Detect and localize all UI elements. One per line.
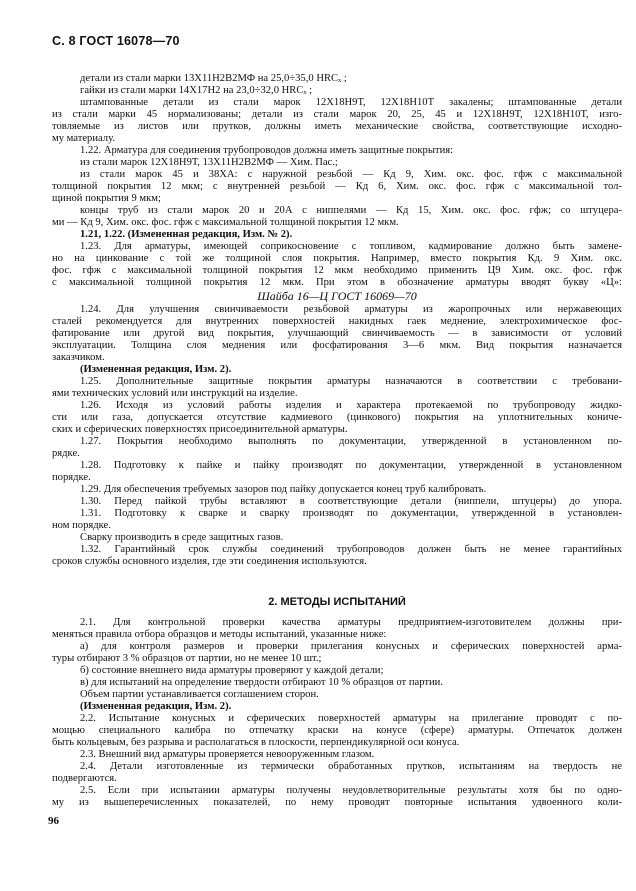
text-line: с максимальной толщиной покрытия 12 мкм. При этом в обозначение арматуры вводят букву «Ц»: — [52, 277, 622, 288]
text-line: 1.32. Гарантийный срок службы соединений трубопроводов должен быть не менее гарантийных — [80, 544, 622, 555]
text-line: заказчиком. — [52, 352, 105, 363]
text-line: щиной покрытия 9 мкм; — [52, 193, 161, 204]
text-line: штампованные детали из стали марок 12Х18Н9Т, 12Х18Н10Т закалены; штампованные детали — [80, 97, 622, 108]
text-line: ями технических условий или инструкций на изделие. — [52, 388, 298, 399]
text-line: 1.22. Арматура для соединения трубопроводов должна иметь защитные покрытия: — [80, 145, 454, 156]
text-line: товляемые из листов или прутков, должны иметь механические свойства, соответствующие исходно- — [52, 121, 622, 132]
text-line: 1.30. Перед пайкой трубы вставляют в соответствующие детали (ниппели, штуцеры) до упора. — [80, 496, 622, 507]
page-number: 96 — [48, 815, 59, 827]
page-header: С. 8 ГОСТ 16078—70 — [52, 34, 180, 48]
text-line: ми — Кд 9, Хим. окс. фос. гфж с максимальной толщиной покрытия 12 мкм. — [52, 217, 399, 228]
text-line: сроков службы основного изделия, где эти соединения используются. — [52, 556, 367, 567]
text-line: сталей рекомендуется для внутренних поверхностей накидных гаек меднение, электрохимическое фос- — [52, 316, 622, 327]
text-line: быть кольцевым, без разрыва и располагаться в плоскости, перпендикулярной оси конуса. — [52, 737, 460, 748]
text-line: а) для контроля размеров и проверки прилегания конусных и сферических поверхностей арма- — [80, 641, 622, 652]
text-line: 2.4. Детали изготовленные из термически обработанных прутков, испытаниям на твердость не — [80, 761, 622, 772]
amendment-note: (Измененная редакция, Изм. 2). — [80, 701, 232, 712]
amendment-note: (Измененная редакция, Изм. 2). — [80, 364, 232, 375]
text-line: гайки из стали марки 14Х17Н2 на 23,0÷32,0 HRCₓ ; — [80, 85, 313, 96]
text-line: в) для испытаний на определение твердости отбирают 10 % образцов от партии. — [80, 677, 443, 688]
text-line: 1.31. Подготовку к сварке и сварку производят по документации, утвержденной в установлен- — [80, 508, 622, 519]
text-line: концы труб из стали марок 20 и 20А с ниппелями — Кд 15, Хим. окс. фос. гфж; со штуцера- — [80, 205, 622, 216]
amendment-note: 1.21, 1.22. (Измененная редакция, Изм. № 2). — [80, 229, 293, 240]
text-line: 2.1. Для контрольной проверки качества арматуры предприятием-изготовителем должны при- — [80, 617, 622, 628]
text-line: из стали марок 45 и 38ХА: с наружной резьбой — Кд 9, Хим. окс. фос. гфж с максимальной — [80, 169, 622, 180]
text-line: туры отбирают 3 % образцов от партии, но не менее 10 шт.; — [52, 653, 322, 664]
text-line: Сварку производить в среде защитных газов. — [80, 532, 284, 543]
text-line: из стали марки 45 нормализованы; детали из стали марок 20, 25, 45 и 12Х18Н9Т, 12Х18Н10Т, изго- — [52, 109, 622, 120]
text-line: Объем партии устанавливается соглашением сторон. — [80, 689, 319, 700]
text-line: подвергаются. — [52, 773, 117, 784]
text-line: 1.25. Дополнительные защитные покрытия арматуры назначаются в соответствии с требовани- — [80, 376, 622, 387]
text-line: порядке. — [52, 472, 91, 483]
text-line: фос. гфж с максимальной толщиной покрытия 12 мкм необходимо применить Ц9 Хим. окс. фос. гфж — [52, 265, 622, 276]
text-line: рядке. — [52, 448, 80, 459]
text-line: сти или газа, допускается отсутствие кадмиевого (цинкового) покрытия на уплотнительных кониче- — [52, 412, 622, 423]
text-line: из стали марок 12Х18Н9Т, 13Х11Н2В2МФ — Хим. Пас.; — [80, 157, 338, 168]
text-line: фатирование или другой вид покрытия, улучшающий свинчиваемость — в зависимости от условий — [52, 328, 622, 339]
text-line: 2.2. Испытание конусных и сферических поверхностей арматуры на прилегание проводят с по- — [80, 713, 622, 724]
section-heading: 2. МЕТОДЫ ИСПЫТАНИЙ — [268, 596, 406, 608]
text-line: 1.24. Для улучшения свинчиваемости резьбовой арматуры из жаропрочных или нержавеющих — [80, 304, 622, 315]
text-line: ном порядке. — [52, 520, 111, 531]
text-line: му материалу. — [52, 133, 115, 144]
text-line: 1.23. Для арматуры, имеющей соприкосновение с топливом, кадмирование должно быть замене- — [80, 241, 622, 252]
text-line: 1.26. Исходя из условий работы изделия и характера протекаемой по трубопроводу жидко- — [80, 400, 622, 411]
text-line: но на цинкование с той же толщиной слоя покрытия. Например, вместо покрытия Кд. 9 Хим. окс. — [52, 253, 622, 264]
text-line: ских и сферических поверхностях присоединительной арматуры. — [52, 424, 348, 435]
text-line: эксплуатации. Толщина слоя меднения или фосфатирования 3—6 мкм. Вид покрытия назначается — [52, 340, 622, 351]
text-line: толщиной покрытия 12 мкм; с внутренней резьбой — Кд 6, Хим. окс. фос. гфж с максимальной тол- — [52, 181, 622, 192]
text-line: б) состояние внешнего вида арматуры проверяют у каждой детали; — [80, 665, 384, 676]
text-line: 1.29. Для обеспечения требуемых зазоров под пайку допускается конец труб калибровать. — [80, 484, 487, 495]
text-line: 1.28. Подготовку к пайке и пайку производят по документации, утвержденной в установленном — [80, 460, 622, 471]
text-line: му из вышеперечисленных показателей, по нему проводят повторные испытания удвоенного коли- — [52, 797, 622, 808]
designation-example: Шайба 16—Ц ГОСТ 16069—70 — [257, 290, 417, 302]
text-line: меняться правила отбора образцов и методы испытаний, указанные ниже: — [52, 629, 387, 640]
text-line: детали из стали марки 13Х11Н2В2МФ на 25,0÷35,0 HRCₓ ; — [80, 73, 347, 84]
text-line: 1.27. Покрытия необходимо выполнять по документации, утвержденной в установленном по- — [80, 436, 622, 447]
text-line: 2.3. Внешний вид арматуры проверяется невооруженным глазом. — [80, 749, 375, 760]
text-line: 2.5. Если при испытании арматуры получены неудовлетворительные результаты хотя бы по одно- — [80, 785, 622, 796]
text-line: мощью специального калибра по отпечатку краски на конусе (сфере) арматуры. Отпечаток должен — [52, 725, 622, 736]
